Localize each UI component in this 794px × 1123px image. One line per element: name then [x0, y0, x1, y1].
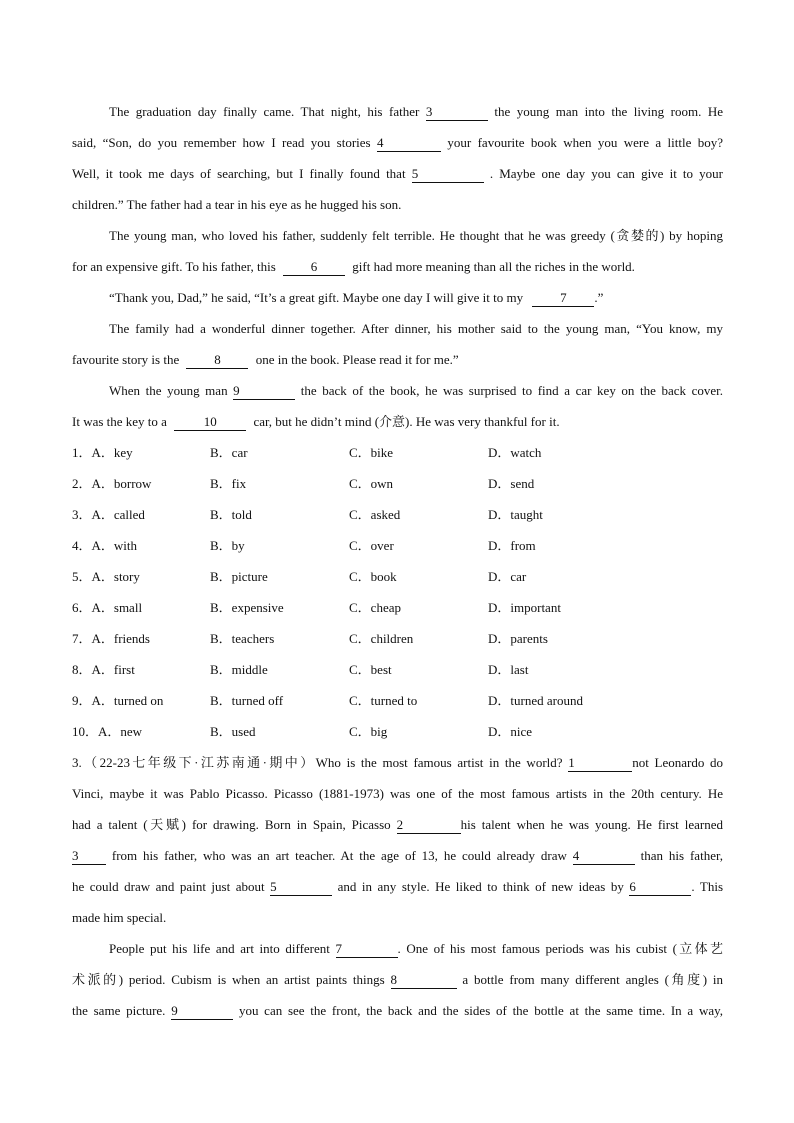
- blank-10: 10: [174, 414, 246, 431]
- text: . One of his most famous periods was his cubist (立体艺: [397, 941, 723, 956]
- blank-4: 4: [377, 135, 441, 152]
- blank-9: 9: [171, 1003, 233, 1020]
- text-line: [72, 778, 723, 809]
- option: 1．A．key: [72, 445, 133, 460]
- text-line: [72, 809, 723, 840]
- text: he could draw and paint just about: [72, 879, 265, 894]
- text-line: [72, 282, 723, 313]
- text: The family had a wonderful dinner together. After dinner, his mother said to the young man, “You know, my: [109, 321, 723, 336]
- text: the back of the book, he was surprised to find a car key on the back cover.: [300, 383, 723, 398]
- options-list: [72, 437, 723, 747]
- blank-4: 4: [573, 848, 635, 865]
- option: 5．A．story: [72, 569, 140, 584]
- text: the young man into the living room. He: [494, 104, 723, 119]
- option: D．watch: [488, 445, 542, 460]
- text: the same picture.: [72, 1003, 166, 1018]
- text: Vinci, maybe it was Pablo Picasso. Picasso (1881-1973) was one of the most famous artists in the 20th century. He: [72, 786, 723, 801]
- option: C．own: [349, 476, 394, 491]
- text-line: [72, 313, 723, 344]
- option-row: [72, 561, 723, 592]
- option: C．bike: [349, 445, 394, 460]
- blank-8: 8: [186, 352, 248, 369]
- text: one in the book. Please read it for me.”: [255, 352, 459, 367]
- option: D．important: [488, 600, 561, 615]
- option: C．cheap: [349, 600, 401, 615]
- option: C．turned to: [349, 693, 418, 708]
- option: 2．A．borrow: [72, 476, 152, 491]
- blank-3: 3: [426, 104, 488, 121]
- text: The graduation day finally came. That night, his father: [109, 104, 420, 119]
- text-line: [72, 933, 723, 964]
- option: D．nice: [488, 724, 533, 739]
- option: 4．A．with: [72, 538, 138, 553]
- text: 3.（22-23七年级下·江苏南通·期中）Who is the most famous artist in the world?: [72, 755, 563, 770]
- text-line: [72, 375, 723, 406]
- option: D．car: [488, 569, 527, 584]
- text: from his father, who was an art teacher. At the age of 13, he could already draw: [111, 848, 567, 863]
- option: C．best: [349, 662, 392, 677]
- option: D．send: [488, 476, 535, 491]
- option-row: [72, 530, 723, 561]
- blank-8: 8: [391, 972, 457, 989]
- text-line: [72, 220, 723, 251]
- option: B．by: [210, 538, 245, 553]
- option: C．children: [349, 631, 414, 646]
- option: B．middle: [210, 662, 268, 677]
- option: 6．A．small: [72, 600, 143, 615]
- document-page: [72, 96, 723, 1026]
- text: had a talent (天赋) for drawing. Born in Spain, Picasso: [72, 817, 391, 832]
- option: 3．A．called: [72, 507, 145, 522]
- text: .”: [594, 290, 604, 305]
- option: D．from: [488, 538, 536, 553]
- option-row: [72, 685, 723, 716]
- option: B．used: [210, 724, 256, 739]
- text: for an expensive gift. To his father, this: [72, 259, 276, 274]
- text-line: [72, 964, 723, 995]
- option: C．asked: [349, 507, 401, 522]
- text: made him special.: [72, 910, 167, 925]
- blank-6: 6: [629, 879, 691, 896]
- option: D．turned around: [488, 693, 583, 708]
- text-line: [72, 747, 723, 778]
- text-line: [72, 96, 723, 127]
- option: 8．A．first: [72, 662, 135, 677]
- option: B．picture: [210, 569, 268, 584]
- option-row: [72, 654, 723, 685]
- text: than his father,: [640, 848, 723, 863]
- text: 术派的) period. Cubism is when an artist paints things: [72, 972, 385, 987]
- blank-7: 7: [532, 290, 594, 307]
- text-line: [72, 127, 723, 158]
- text: “Thank you, Dad,” he said, “It’s a great gift. Maybe one day I will give it to my: [109, 290, 524, 305]
- option-row: [72, 437, 723, 468]
- text: car, but he didn’t mind (介意). He was very thankful for it.: [253, 414, 560, 429]
- option-row: [72, 499, 723, 530]
- option: B．told: [210, 507, 252, 522]
- option: C．book: [349, 569, 397, 584]
- text: . This: [691, 879, 723, 894]
- blank-9: 9: [233, 383, 295, 400]
- text: When the young man: [109, 383, 228, 398]
- blank-1: 1: [568, 755, 632, 772]
- text-line: [72, 344, 723, 375]
- text: favourite story is the: [72, 352, 180, 367]
- text-line: [72, 251, 723, 282]
- text: a bottle from many different angles (角度) in: [462, 972, 723, 987]
- option: B．fix: [210, 476, 247, 491]
- blank-6: 6: [283, 259, 345, 276]
- text: It was the key to a: [72, 414, 167, 429]
- text: said, “Son, do you remember how I read you stories: [72, 135, 371, 150]
- text-line: [72, 189, 723, 220]
- text-line: [72, 406, 723, 437]
- text: children.” The father had a tear in his eye as he hugged his son.: [72, 197, 402, 212]
- text: you can see the front, the back and the sides of the bottle at the same time. In a way,: [238, 1003, 723, 1018]
- option: B．car: [210, 445, 248, 460]
- text: his talent when he was young. He first learned: [460, 817, 723, 832]
- option: B．turned off: [210, 693, 284, 708]
- text-line: [72, 902, 723, 933]
- blank-3: 3: [72, 848, 106, 865]
- option: D．last: [488, 662, 529, 677]
- option: B．teachers: [210, 631, 275, 646]
- text: The young man, who loved his father, suddenly felt terrible. He thought that he was greedy (贪婪的) by hoping: [109, 228, 723, 243]
- text: gift had more meaning than all the riches in the world.: [352, 259, 635, 274]
- option: 10．A．new: [72, 724, 143, 739]
- option: C．big: [349, 724, 388, 739]
- option-row: [72, 468, 723, 499]
- blank-5: 5: [412, 166, 484, 183]
- option: B．expensive: [210, 600, 284, 615]
- option: 9．A．turned on: [72, 693, 164, 708]
- option: D．parents: [488, 631, 548, 646]
- option: D．taught: [488, 507, 543, 522]
- option: 7．A．friends: [72, 631, 150, 646]
- option-row: [72, 716, 723, 747]
- text: your favourite book when you were a little boy?: [447, 135, 723, 150]
- blank-2: 2: [397, 817, 461, 834]
- text: . Maybe one day you can give it to your: [489, 166, 723, 181]
- text-line: [72, 158, 723, 189]
- text-line: [72, 871, 723, 902]
- text: not Leonardo do: [632, 755, 723, 770]
- blank-7: 7: [336, 941, 398, 958]
- text: Well, it took me days of searching, but I finally found that: [72, 166, 406, 181]
- text: and in any style. He liked to think of new ideas by: [337, 879, 624, 894]
- option: C．over: [349, 538, 394, 553]
- text-line: [72, 840, 723, 871]
- text: People put his life and art into different: [109, 941, 330, 956]
- option-row: [72, 592, 723, 623]
- text-line: [72, 995, 723, 1026]
- option-row: [72, 623, 723, 654]
- blank-5: 5: [270, 879, 332, 896]
